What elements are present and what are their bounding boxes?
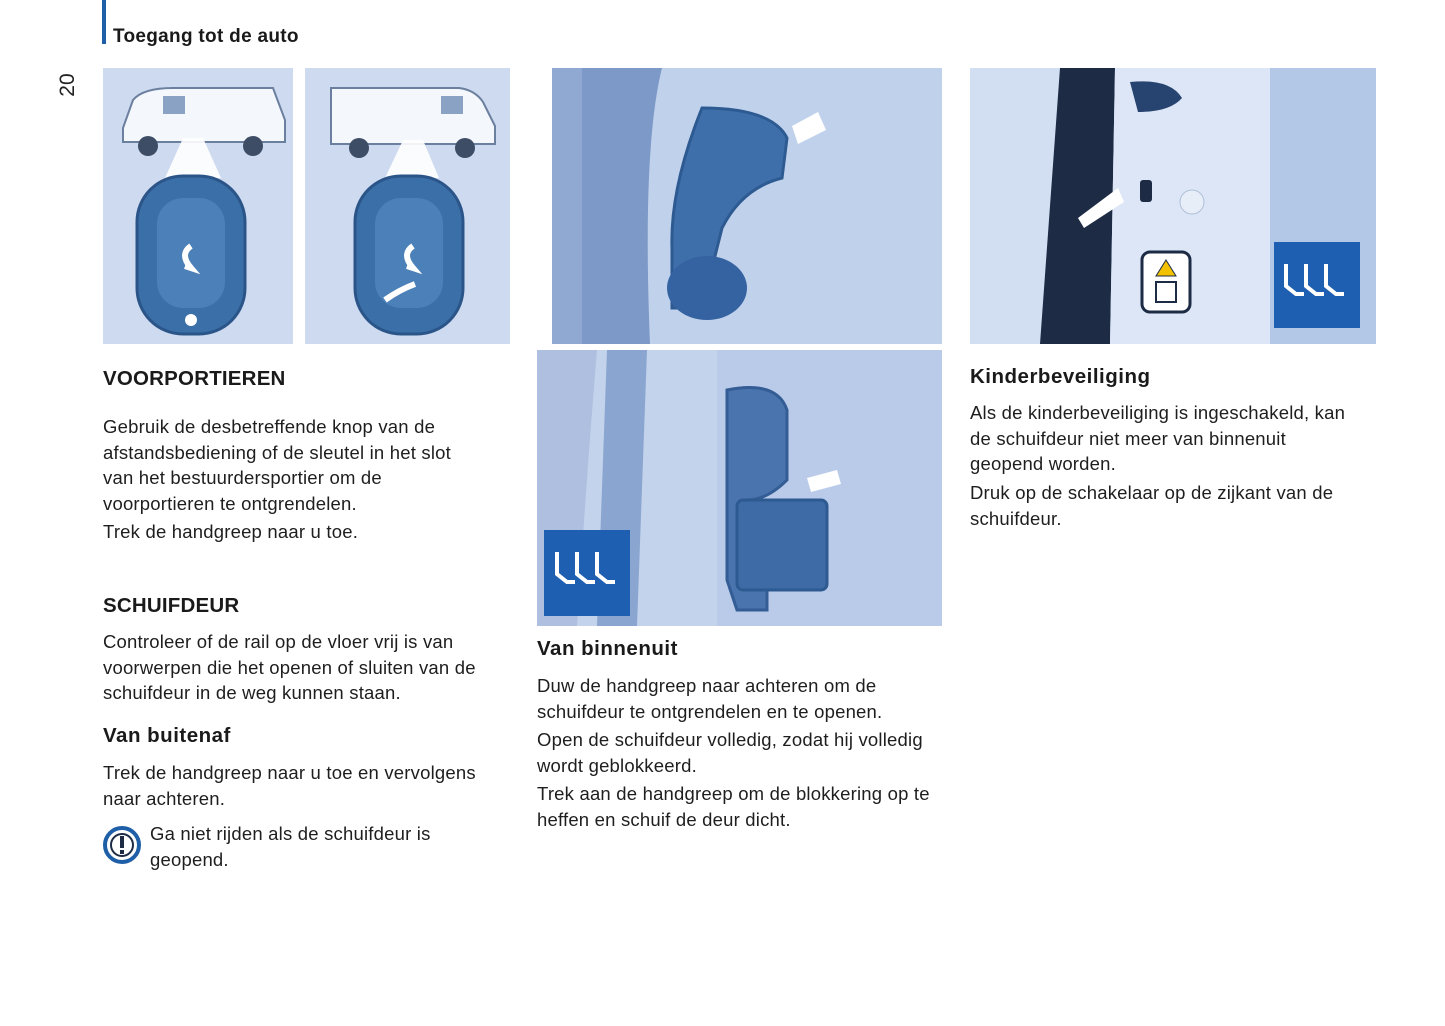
binnenuit-paragraph-3: Trek aan de handgreep om de blokkering op te heffen en schuif de deur dicht. — [537, 783, 930, 830]
buitenaf-paragraph: Trek de handgreep naar u toe en vervolgens naar achteren. — [103, 762, 476, 809]
header-accent-bar — [102, 0, 106, 44]
exclamation-circle-icon — [103, 826, 141, 864]
front-door-handle-illustration — [103, 68, 510, 344]
child-lock-illustration — [970, 68, 1376, 344]
schuifdeur-heading: SCHUIFDEUR — [103, 594, 240, 617]
kinderbeveiliging-paragraph-1: Als de kinderbeveiliging is ingeschakeld, kan de schuifdeur niet meer van binnenuit geopend worden. — [970, 402, 1346, 474]
rear-seats-icon-2 — [544, 530, 630, 616]
voorportieren-paragraph-1: Gebruik de desbetreffende knop van de afstandsbediening of de sleutel in het slot van het bestuurdersportier om de voorportieren te ontgrendelen. — [103, 416, 452, 514]
warning-text: Ga niet rijden als de schuifdeur is geopend. — [150, 823, 431, 870]
section-title: Toegang tot de auto — [113, 26, 299, 47]
voorportieren-paragraph-2: Trek de handgreep naar u toe. — [103, 521, 359, 542]
voorportieren-heading: VOORPORTIEREN — [103, 367, 286, 390]
kinderbeveiliging-heading: Kinderbeveiliging — [970, 365, 1151, 388]
binnenuit-paragraph-2: Open de schuifdeur volledig, zodat hij volledig wordt geblokkeerd. — [537, 729, 923, 776]
rear-seats-icon — [1274, 242, 1360, 328]
schuifdeur-paragraph: Controleer of de rail op de vloer vrij is van voorwerpen die het openen of sluiten van de schuifdeur in de weg kunnen staan. — [103, 631, 476, 703]
kinderbeveiliging-paragraph-2: Druk op de schakelaar op de zijkant van de schuifdeur. — [970, 482, 1334, 529]
door-blocking-illustration — [537, 350, 942, 626]
inside-handle-illustration — [552, 68, 942, 344]
child-lock-icon — [1142, 252, 1190, 312]
page-number: 20 — [56, 73, 79, 97]
buitenaf-heading: Van buitenaf — [103, 724, 231, 747]
binnenuit-heading: Van binnenuit — [537, 637, 678, 660]
binnenuit-paragraph-1: Duw de handgreep naar achteren om de schuifdeur te ontgrendelen en te openen. — [537, 675, 883, 722]
